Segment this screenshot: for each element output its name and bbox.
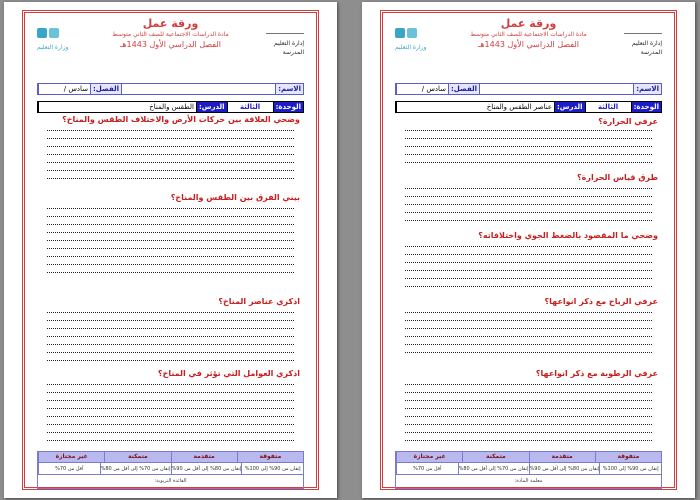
answer-lines[interactable] [405, 305, 652, 353]
kingdom-seal [250, 19, 304, 56]
school-line: المدرسة [282, 49, 304, 56]
lesson-value: الطقس والمناخ [38, 102, 196, 112]
worksheet-title: ورقة عمل [142, 17, 199, 30]
level-criteria[interactable]: إتقان من 80% إلى أقل من 90% [529, 463, 600, 474]
student-info-row [395, 83, 662, 95]
level-header: متمكنة [462, 452, 528, 462]
grade-value[interactable]: سادس / [396, 84, 448, 94]
kingdom-emblem-icon [624, 22, 662, 34]
page-border [22, 10, 319, 490]
answer-lines[interactable] [405, 181, 652, 221]
worksheet-term: الفصل الدراسي الأول 1443هـ [119, 40, 222, 49]
worksheet-subject: مادة الدراسات الاجتماعية للصف الثاني متوسط [112, 31, 229, 38]
question-text: عرفي الحرارة؟ [598, 117, 658, 126]
worksheet-page-2 [4, 2, 337, 498]
question-text: وضحي العلاقة بين حركات الأرض والاختلاف الطقس والمناخ؟ [62, 115, 300, 124]
answer-lines[interactable] [405, 123, 652, 163]
ministry-logo-text: وزارة التعليم [37, 44, 69, 51]
level-header: متمكنة [104, 452, 170, 462]
principal-signature: القائدة التربوية: [38, 474, 303, 486]
level-header: متفوقة [595, 452, 661, 462]
worksheet-term: الفصل الدراسي الأول 1443هـ [477, 40, 580, 49]
worksheet-title: ورقة عمل [500, 17, 557, 30]
page-border [380, 10, 677, 490]
student-info-row [37, 83, 304, 95]
school-line: المدرسة [640, 49, 662, 56]
question-text: بيني الفرق بين الطقس والمناخ؟ [170, 193, 300, 202]
lesson-label: الدرس: [554, 102, 585, 112]
kingdom-emblem-icon [266, 22, 304, 34]
level-header: غير مجتازة [38, 452, 104, 462]
question-text: اذكري عناصر المناخ؟ [218, 297, 300, 306]
ministry-logo-text: وزارة التعليم [395, 44, 427, 51]
assessment-table [395, 451, 662, 489]
lesson-value: عناصر الطقس والمناخ [396, 102, 554, 112]
name-label: الاسم: [633, 84, 661, 94]
question-text: اذكري العوامل التي تؤثر في المناخ؟ [157, 369, 300, 378]
teacher-signature: معلمة المادة: [396, 474, 661, 486]
level-header: غير مجتازة [396, 452, 462, 462]
lesson-info-row [395, 101, 662, 113]
answer-lines[interactable] [405, 377, 652, 441]
unit-label: الوحدة: [631, 102, 661, 112]
answer-lines[interactable] [47, 377, 294, 441]
unit-value: الثالثة [227, 102, 273, 112]
answer-lines[interactable] [47, 201, 294, 273]
question-text: طرق قياس الحرارة؟ [577, 173, 658, 182]
kingdom-seal [608, 19, 662, 56]
lesson-label: الدرس: [196, 102, 227, 112]
worksheet-page-1 [362, 2, 695, 498]
page-header [383, 13, 674, 73]
grade-value[interactable]: سادس / [38, 84, 90, 94]
assessment-table [37, 451, 304, 489]
unit-label: الوحدة: [273, 102, 303, 112]
level-header: متقدمة [529, 452, 595, 462]
question-text: عرفي الرياح مع ذكر انواعها؟ [544, 297, 658, 306]
level-criteria[interactable]: إتقان من 70% إلى أقل من 80% [100, 463, 171, 474]
level-criteria[interactable]: إتقان من 90% إلى 100% [241, 463, 303, 474]
admin-line: إدارة التعليم [632, 40, 662, 47]
question-text: عرفي الرطوبة مع ذكر انواعها؟ [535, 369, 658, 378]
level-criteria[interactable]: أقل من 70% [38, 463, 100, 474]
admin-line: إدارة التعليم [274, 40, 304, 47]
unit-value: الثالثة [585, 102, 631, 112]
name-label: الاسم: [275, 84, 303, 94]
level-criteria[interactable]: أقل من 70% [396, 463, 458, 474]
level-header: متفوقة [237, 452, 303, 462]
level-criteria[interactable]: إتقان من 70% إلى أقل من 80% [458, 463, 529, 474]
name-field[interactable] [121, 84, 275, 94]
question-text: وضحي ما المقصود بالضغط الجوي واختلافاته؟ [478, 231, 658, 240]
worksheet-subject: مادة الدراسات الاجتماعية للصف الثاني متوسط [470, 31, 587, 38]
answer-lines[interactable] [47, 123, 294, 179]
level-header: متقدمة [171, 452, 237, 462]
lesson-info-row [37, 101, 304, 113]
answer-lines[interactable] [47, 305, 294, 361]
name-field[interactable] [479, 84, 633, 94]
class-label: الفصل: [448, 84, 479, 94]
level-criteria[interactable]: إتقان من 90% إلى 100% [599, 463, 661, 474]
page-header [25, 13, 316, 73]
class-label: الفصل: [90, 84, 121, 94]
answer-lines[interactable] [405, 239, 652, 287]
level-criteria[interactable]: إتقان من 80% إلى أقل من 90% [171, 463, 242, 474]
